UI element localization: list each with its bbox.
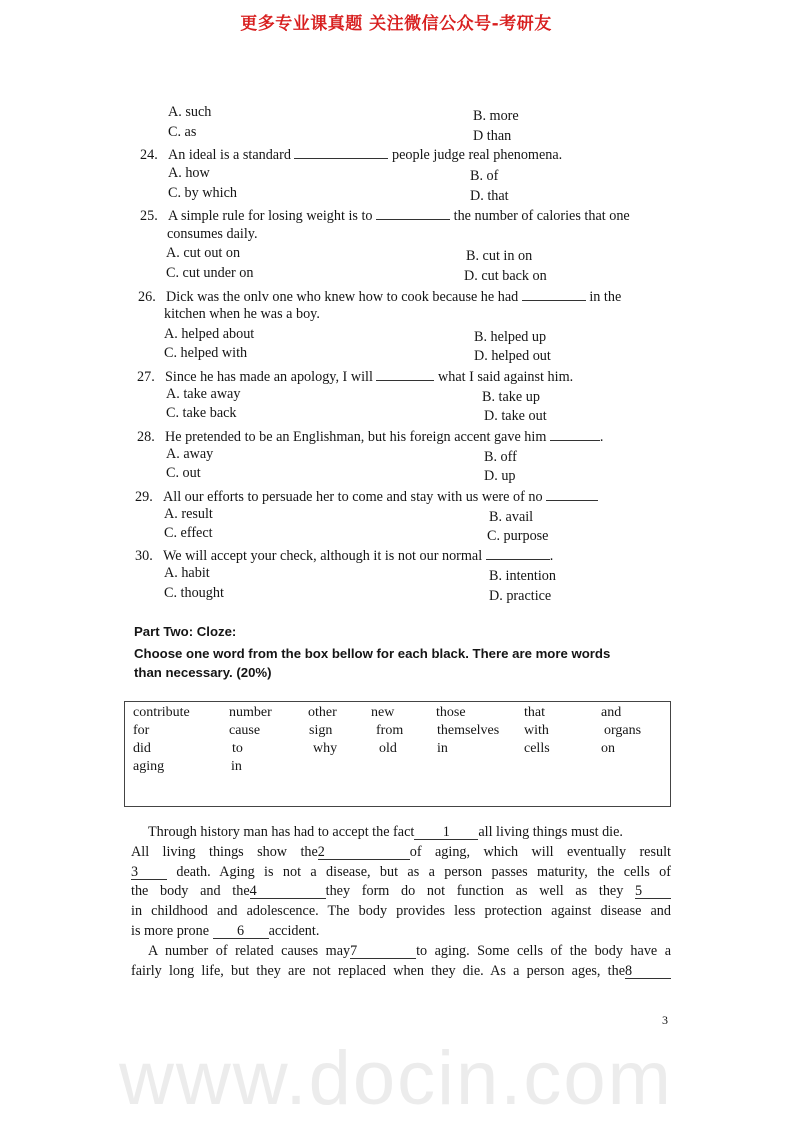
question-text: All our efforts to persuade her to come and stay with us were of no [163,489,543,505]
section-title: Part Two: Cloze: [134,624,237,639]
option-a: A. helped about [164,326,255,342]
passage-text: accident. [268,922,320,939]
word-box-row [125,758,670,776]
answer-blank [550,428,600,441]
section-instruction-line2: than necessary. (20%) [134,665,272,680]
answer-blank [376,207,450,220]
question-text-after: people judge real phenomena. [392,147,563,163]
option-c: C. helped with [164,345,248,361]
word-box-word: to [232,741,243,756]
word-box-row [125,722,670,740]
passage-line [131,882,671,902]
word-box-word: aging [133,759,165,774]
passage-line [131,962,671,982]
question-text-after: in the [589,289,622,305]
question-30 [135,547,553,565]
word-box-word: that [524,705,545,720]
option-a: A. take away [166,386,241,402]
cloze-blank-3[interactable]: 3 [131,866,167,880]
question-number: 28. [137,429,155,445]
option-b: B. intention [489,568,556,584]
question-continuation: consumes daily. [167,226,258,242]
question-29 [135,488,598,506]
question-number: 25. [140,208,158,224]
option-a: A. result [164,506,213,522]
passage-text: to aging. Some cells of the body have a [416,942,671,959]
passage-text: fairly long life, but they are not replaced when they die. As a person ages, the [131,962,625,979]
option-b: B. more [473,108,519,124]
answer-blank [522,288,586,301]
cloze-blank-8[interactable]: 8 [625,965,671,979]
word-box-word: other [308,705,337,720]
question-number: 29. [135,489,153,505]
word-box-word: did [133,741,151,756]
option-d: D. take out [484,408,547,424]
option-c: C. as [168,124,197,140]
word-box-word: number [229,705,272,720]
word-box-word: with [524,723,549,738]
cloze-blank-2[interactable]: 2 [318,846,410,860]
word-box-row [125,740,670,758]
question-continuation: kitchen when he was a boy. [164,306,320,322]
question-number: 27. [137,369,155,385]
option-b: B. avail [489,509,534,525]
word-box-word: cause [229,723,261,738]
option-c: C. cut under on [166,265,254,281]
question-text: Dick was the onlv one who knew how to cook because he had [166,289,519,305]
passage-line: in childhood and adolescence. The body provides less protection against disease and [131,903,671,920]
word-box-word: and [601,705,622,720]
passage-line [131,942,671,962]
option-c: C. by which [168,185,237,201]
answer-blank [294,146,388,159]
word-box-word: sign [309,723,333,738]
option-c: C. thought [164,585,224,601]
option-a: A. such [168,104,212,120]
option-c: C. take back [166,405,237,421]
question-number: 24. [140,147,158,163]
question-25 [140,207,630,225]
question-26 [138,288,621,306]
option-a: A. how [168,165,210,181]
question-text-after: the number of calories that one [453,208,630,224]
cloze-blank-5[interactable]: 5 [635,885,671,899]
word-box-word: for [133,723,150,738]
option-d: D. practice [489,588,552,604]
question-text: A simple rule for losing weight is to [168,208,373,224]
option-a: A. habit [164,565,210,581]
word-box-word: organs [604,723,642,738]
word-box-row [125,704,670,722]
answer-blank [486,547,550,560]
question-text-after: . [549,548,554,564]
word-box-word: old [379,741,397,756]
option-c: C. effect [164,525,213,541]
question-number: 26. [138,289,156,305]
passage-line [131,843,671,863]
option-b: B. helped up [474,329,547,345]
passage-text: is more prone [131,922,213,939]
word-box-word: on [601,741,615,756]
word-box [124,701,671,807]
cloze-blank-6[interactable]: 6 [213,925,269,939]
word-box-word: new [371,705,395,720]
answer-blank [546,488,598,501]
watermark: www.docin.com [119,1036,673,1121]
word-box-word: in [437,741,448,756]
word-box-word: in [231,759,242,774]
option-b: B. cut in on [466,248,533,264]
cloze-blank-7[interactable]: 7 [350,945,416,959]
passage-text: A number of related causes may [148,942,351,959]
passage-text: All living things show the [131,843,318,860]
option-b: B. of [470,168,499,184]
option-b: B. off [484,449,517,465]
passage-line [131,823,671,843]
passage-line [131,922,671,942]
cloze-passage [131,823,671,981]
option-d: D. that [470,188,509,204]
question-text: Since he has made an apology, I will [165,369,373,385]
passage-text: the body and the [131,883,250,900]
cloze-blank-4[interactable]: 4 [250,885,326,899]
option-a: A. cut out on [166,245,241,261]
question-text: We will accept your check, although it is not our normal [163,548,483,564]
passage-text: all living things must die. [478,824,623,840]
option-d: D. helped out [474,348,551,364]
option-d: D. cut back on [464,268,547,284]
word-box-word: why [313,741,338,756]
question-28 [137,428,603,446]
option-b: B. take up [482,389,540,405]
promo-banner: 更多专业课真题 关注微信公众号-考研友 [240,14,552,34]
question-27 [137,368,573,386]
question-text-after: what I said against him. [438,369,574,385]
option-d: C. purpose [487,528,549,544]
word-box-word: those [436,705,466,720]
option-d: D. up [484,468,516,484]
word-box-word: from [376,723,404,738]
section-instruction-line1: Choose one word from the box bellow for each black. There are more words [134,646,611,661]
passage-text: they form do not function as well as they [325,883,635,900]
question-text: He pretended to be an Englishman, but his foreign accent gave him [165,429,547,445]
passage-text: Through history man has had to accept the fact [148,824,415,840]
option-d: D than [473,128,512,144]
word-box-word: themselves [437,723,500,738]
page-number: 3 [662,1013,668,1027]
option-a: A. away [166,446,214,462]
option-c: C. out [166,465,201,481]
passage-text: death. Aging is not a disease, but as a person passes maturity, the cells of [167,863,671,880]
question-number: 30. [135,548,153,564]
question-text: An ideal is a standard [168,147,291,163]
word-box-word: cells [524,741,550,756]
question-24 [140,146,562,164]
question-text-after: . [599,429,604,445]
word-box-word: contribute [133,705,190,720]
passage-line [131,863,671,883]
passage-text: of aging, which will eventually result [409,843,671,860]
answer-blank [376,368,434,381]
cloze-blank-1[interactable]: 1 [414,826,478,840]
